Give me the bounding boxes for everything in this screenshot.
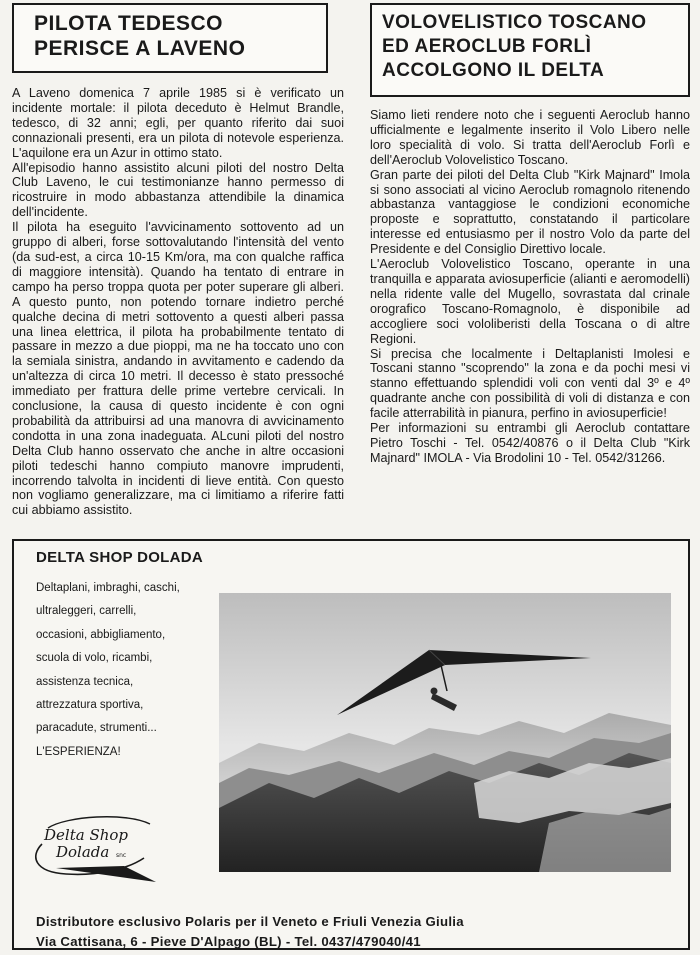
address-line: Via Cattisana, 6 - Pieve D'Alpago (BL) - Tel. 0437/479040/41 (36, 934, 421, 949)
ad-item: ultraleggeri, carrelli, (36, 605, 137, 618)
right-article-title (370, 3, 690, 97)
left-article-body (12, 86, 344, 518)
ad-item: L'ESPERIENZA! (36, 745, 121, 758)
ad-item: paracadute, strumenti... (36, 722, 157, 735)
distributor-line: Distributore esclusivo Polaris per il Veneto e Friuli Venezia Giulia (36, 914, 464, 929)
right-paragraph-3: L'Aeroclub Volovelistico Toscano, operante in una tranquilla e apparata aviosuperficie (alianti e aeromodelli) nella ridente valle del Mugello, sovrastata dal crinale orografico Toscano-Romagnolo, è disponibile ad accogliere soci vololiberisti della Toscana o di altre Regioni. (370, 257, 690, 346)
right-article-body (370, 108, 690, 466)
right-paragraph-2: Gran parte dei piloti del Delta Club "Kirk Majnard" Imola si sono associati al vicino Aeroclub romagnolo ritenendo abbastanza vantaggiose le condizioni economiche proposte e soprattutto, constatando il particolare interesse ed entusiasmo per il nostro Volo da parte del Presidente e del Consiglio Direttivo locale. (370, 167, 690, 257)
logo-line-2: Dolada (56, 843, 110, 861)
delta-shop-advertisement (12, 539, 690, 950)
logo-line-1: Delta Shop (44, 826, 129, 844)
left-paragraph-3: Il pilota ha eseguito l'avvicinamento sottovento ad un gruppo di alberi, forse sottovalutando l'intensità del vento (da sud-est, a circa 10-15 Km/ora, ma con qualche raffica di maggiore intensità). Quando ha tentato di entrare in campo ha perso troppa quota per poter superare gli alberi. A questo punto, non potendo tornare indietro perché qualche decina di metri sottovento a questi alberi passa una linea elettrica, il pilota ha probabilmente tentato di passare in mezzo a due pioppi, ma ne ha toccato uno con la semiala sinistra, andando in avvitamento e cadendo da un'altezza di circa 10 metri. Il decesso è stato pressoché immediato per frattura delle prime vertebre cervicali. In conclusione, la causa di questo incidente è con ogni probabilità da attribuirsi ad una manovra di avvicinamento condotta in una zona inadeguata. ALcuni piloti del nostro Delta Club hanno osservato che anche in altre occasioni piloti tedeschi hanno compiuto manovre imprudenti, incorrendo talvolta in incidenti di lieve entità. Con questo non vogliamo generalizzare, ma ci limitiamo a riferire fatti cui abbiamo assistito. (12, 220, 344, 518)
left-article-title-text: PILOTA TEDESCO PERISCE A LAVENO (34, 12, 246, 60)
right-article-title-text: VOLOVELISTICO TOSCANO ED AEROCLUB FORLÌ ACCOLGONO IL DELTA (382, 12, 647, 81)
left-paragraph-2: All'episodio hanno assistito alcuni piloti del nostro Delta Club Laveno, le cui testimonianze hanno permesso di ricostruire in modo abbastanza attendibile la dinamica dell'incidente. (12, 160, 344, 220)
ad-item: attrezzatura sportiva, (36, 698, 144, 711)
left-article-title (12, 3, 328, 73)
right-paragraph-5: Per informazioni su entrambi gli Aeroclub contattare Pietro Toschi - Tel. 0542/40876 o il Delta Club "Kirk Majnard" IMOLA - Via Brodolini 10 - Tel. 0542/31266. (370, 421, 690, 465)
right-paragraph-4: Si precisa che localmente i Deltaplanisti Imolesi e Toscani stanno "scoprendo" la zona e da pochi mesi vi stanno effettuando splendidi voli con venti dal 3º e 4º quadrante anche con possibilità di voli di distanza e con facile atterrabilità in pianura, perfino in aviosuperficie! (370, 346, 690, 421)
ad-title: DELTA SHOP DOLADA (36, 549, 204, 566)
right-paragraph-1: Siamo lieti rendere noto che i seguenti Aeroclub hanno ufficialmente e legalmente inserito il Volo Libero nelle loro specialità di volo. Si tratta dell'Aeroclub Forlì e dell'Aeroclub Volovelistico Toscano. (370, 108, 690, 167)
ad-item: assistenza tecnica, (36, 675, 134, 688)
ad-product-list (36, 581, 180, 768)
delta-shop-logo (26, 806, 166, 886)
left-paragraph-1: A Laveno domenica 7 aprile 1985 si è verificato un incidente mortale: il pilota deceduto è Helmut Brandle, tedesco, di 32 anni; egli, per quanto riferito dai suoi connazionali presenti, era un pilota di notevole esperienza. L'aquilone era un Azur in ottimo stato. (12, 86, 344, 160)
ad-item: scuola di volo, ricambi, (36, 652, 153, 665)
hang-glider-photo (219, 593, 671, 872)
ad-item: occasioni, abbigliamento, (36, 628, 166, 641)
logo-suffix: snc (116, 852, 127, 859)
ad-item: Deltaplani, imbraghi, caschi, (36, 582, 180, 594)
